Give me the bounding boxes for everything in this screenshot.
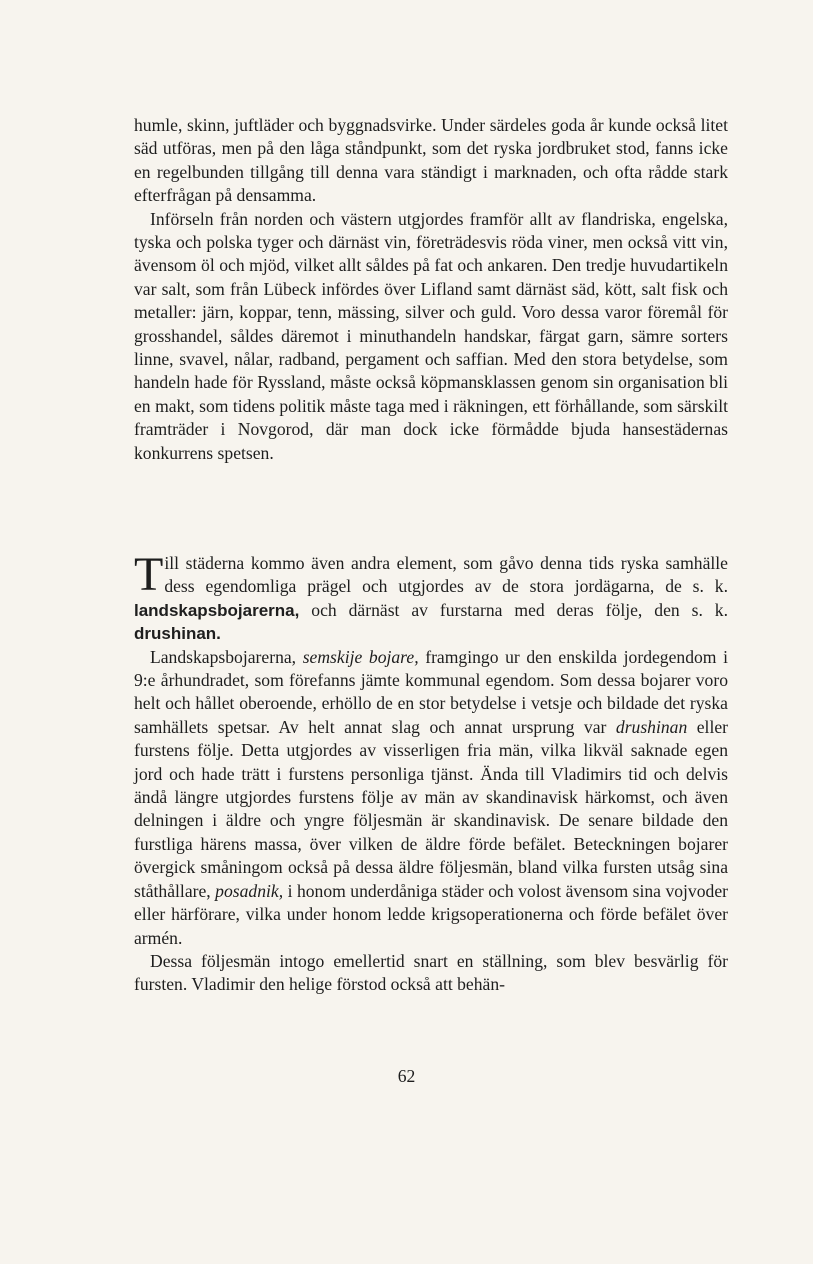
paragraph-elements: Till städerna kommo även andra element, som gåvo denna tids ryska samhälle dess egendomliga prägel och utgjordes av de stora jordägarna, de s. k. landskapsbojarerna, och därnäst av furstarna med deras följe, den s. k. drushinan.	[134, 548, 728, 644]
text-block-section	[134, 548, 728, 997]
term-landskapsbojarerna: landskapsbojarerna,	[134, 600, 300, 620]
page-number: 62	[397, 1066, 416, 1086]
paragraph-exports: humle, skinn, juftläder och byggnadsvirke. Under särdeles goda år kunde också litet säd utföras, men på den låga ståndpunkt, som det ryska jordbruket stod, fanns icke en regelbunden tillgång till denna vara ständigt i marknaden, och ofta rådde stark efterfrågan på densamma.	[134, 115, 728, 206]
paragraph-foljesman: Dessa följesmän intogo emellertid snart en ställning, som blev besvärlig för fursten. Vladimir den helige förstod också att behän-	[134, 950, 728, 995]
paragraph-bojarer: Landskapsbojarerna, semskije bojare, framgingo ur den enskilda jordegendom i 9:e århundradet, som förefanns jämte kommunal egendom. Som dessa bojarer voro helt och hållet oberoende, erhöllo de en stor betydelse i vetsje och bildade det ryska samhällets spetsar. Av helt annat slag och annat ursprung var drushinan eller furstens följe. Detta utgjordes av visserligen fria män, vilka likväl saknade egen jord och hade trätt i furstens personliga tjänst. Ända till Vladimirs tid och delvis ändå längre utgjordes furstens följe av män av skandinavisk härkomst, och även delningen i äldre och yngre följesmän är skandinavisk. De senare bildade den furstliga härens massa, över vilken de äldre förde befälet. Beteckningen bojarer övergick småningom också på dessa äldre följesmän, bland vilka fursten utsåg sina ståthållare, posadnik, i honom underdåniga städer och volost ävensom sina vojvoder eller härförare, vilka under honom ledde krigsoperationerna och förde befälet över armén.	[134, 646, 728, 948]
drop-cap: T	[134, 548, 164, 601]
term-drushinan: drushinan.	[134, 624, 221, 644]
paragraph-imports: Införseln från norden och västern utgjordes framför allt av flandriska, engelska, tyska och polska tyger och därnäst vin, företrädesvis röda viner, men också vitt vin, ävensom öl och mjöd, vilket allt såldes på fat och ankaren. Den tredje huvudartikeln var salt, som från Lübeck infördes över Lifland samt därnäst säd, kött, salt fisk och metaller: järn, koppar, tenn, mässing, silver och guld. Voro dessa varor föremål för grosshandel, såldes däremot i minuthandeln handskar, färgat garn, sämre sorters linne, svavel, nålar, radband, pergament och saffian. Med den stora betydelse, som handeln hade för Ryssland, måste också köpmansklassen genom sin organisation bli en makt, som tidens politik måste taga med i räkningen, ett förhållande, som särskilt framträder i Novgorod, där man dock icke förmådde bjuda hansestädernas konkurrens spetsen.	[134, 208, 728, 463]
text-block-top	[134, 114, 728, 465]
